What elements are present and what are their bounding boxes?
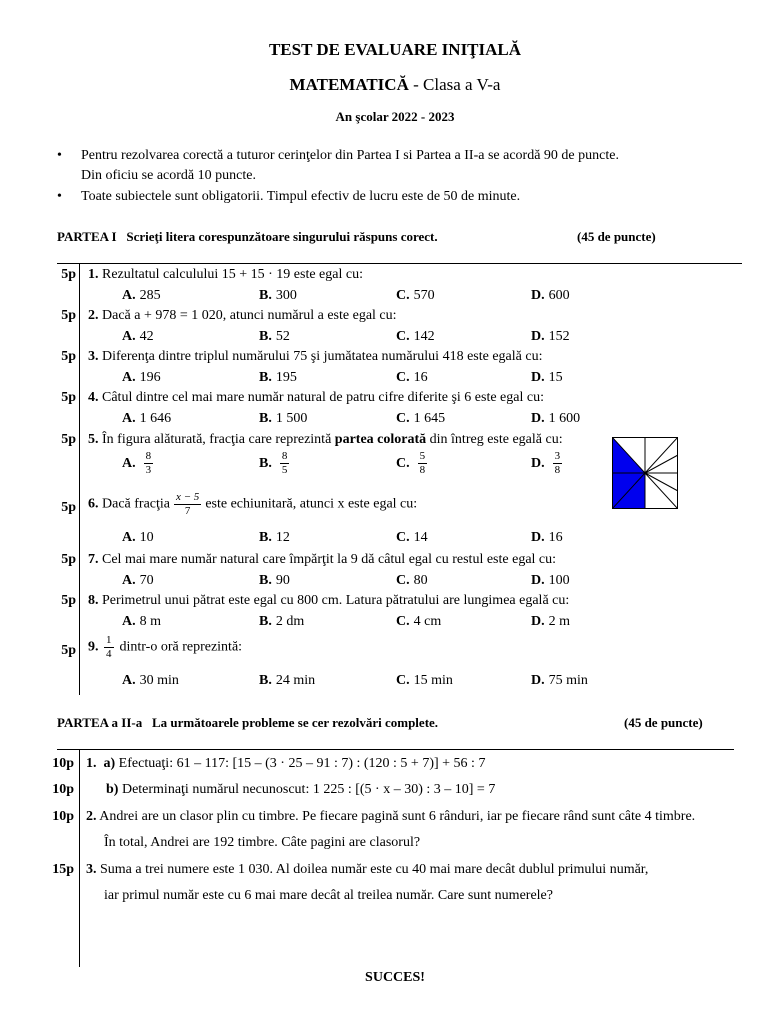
p2-item2 (86, 809, 695, 825)
option-value: 1 646 (139, 411, 172, 426)
option-value: 90 (275, 573, 290, 588)
q2-option-c (396, 329, 435, 345)
part1-margin-line (79, 263, 80, 695)
option-value: 15 (548, 370, 563, 385)
q3-option-a (122, 370, 161, 386)
p2-item1b-text: Determinaţi numărul necunoscut: 1 225 : [(5 · x – 30) : 3 – 10] = 7 (121, 782, 496, 797)
p2-item3-text2: iar primul număr este cu 6 mai mare decât al treilea număr. Care sunt numerele? (104, 888, 553, 903)
q6-option-c (396, 530, 428, 546)
option-value: 570 (413, 288, 435, 303)
q1-option-a (122, 288, 161, 304)
question-text: Dacă a + 978 = 1 020, atunci numărul a este egal cu: (102, 308, 397, 323)
option-value: 1 600 (548, 411, 581, 426)
fraction-denominator: 8 (554, 464, 561, 476)
q2-option-a (122, 329, 154, 345)
option-value: 70 (139, 573, 154, 588)
p2-item3-text: Suma a trei numere este 1 030. Al doilea număr este cu 40 mai mare decât dublul primului număr, (100, 862, 649, 877)
option-value: 2 dm (275, 614, 305, 629)
option-value: 16 (413, 370, 428, 385)
question-number: 8. (88, 593, 99, 608)
option-letter: C. (396, 411, 410, 426)
option-value: 300 (275, 288, 297, 303)
option-value: 12 (275, 530, 290, 545)
q4-option-c (396, 411, 445, 427)
option-letter: D. (531, 370, 545, 385)
p2-item1b-points: 10p (52, 782, 74, 797)
part2-points: (45 de puncte) (624, 715, 703, 730)
q9-option-d (531, 673, 588, 689)
option-letter: D. (531, 673, 545, 688)
p2-item1a-text: Efectuaţi: 61 – 117: [15 – (3 · 25 – 91 : 7) : (120 : 5 + 7)] + 56 : 7 (118, 756, 486, 771)
p2-item1a (86, 756, 485, 772)
option-value: 195 (275, 370, 297, 385)
subject: MATEMATICĂ (289, 75, 409, 94)
p2-item1a-points: 10p (52, 756, 74, 771)
q1-option-b (259, 288, 297, 304)
option-letter: D. (531, 288, 545, 303)
q6-option-d (531, 530, 563, 546)
option-value: 30 min (139, 673, 179, 688)
q9-points: 5p (61, 643, 76, 658)
p2-item1b-sub: b) (106, 782, 119, 797)
question-number: 1. (88, 267, 99, 282)
option-value: 152 (548, 329, 570, 344)
option-value: 16 (548, 530, 563, 545)
option-letter: A. (122, 573, 136, 588)
option-value: 80 (413, 573, 428, 588)
question-text: Cel mai mare număr natural care împărţit la 9 dă câtul egal cu restul este egal cu: (102, 552, 557, 567)
option-letter: A. (122, 614, 136, 629)
question-number: 2. (88, 308, 99, 323)
part2-heading (57, 715, 438, 731)
fraction-denominator: 8 (419, 464, 426, 476)
q2-points: 5p (61, 308, 76, 323)
part1-title: PARTEA I (57, 229, 117, 244)
option-value: 10 (139, 530, 154, 545)
q7-option-b (259, 573, 290, 589)
q5-option-d (531, 450, 562, 477)
question-6 (88, 491, 417, 518)
q5-option-a (122, 450, 153, 477)
instruction-2: Din oficiu se acordă 10 puncte. (81, 168, 256, 183)
option-letter: D. (531, 614, 545, 629)
option-value: 600 (548, 288, 570, 303)
question-text: este echiunitară, atunci x este egal cu: (205, 496, 418, 512)
question-text: Rezultatul calculului 15 + 15 · 19 este egal cu: (102, 267, 363, 282)
part1-instruction: Scrieţi litera corespunzătoare singurului răspuns corect. (126, 229, 438, 244)
option-letter: C. (396, 614, 410, 629)
question-text-bold: partea colorată (334, 432, 427, 447)
option-letter: B. (259, 614, 272, 629)
fraction-numerator: 8 (281, 450, 288, 462)
question-1 (88, 267, 363, 283)
q3-points: 5p (61, 349, 76, 364)
instruction-1: Pentru rezolvarea corectă a tuturor cerinţelor din Partea I si Partea a II-a se acordă 90 de puncte. (81, 148, 619, 163)
question-text: din întreg este egală cu: (426, 432, 563, 447)
fraction-denominator: 4 (106, 648, 112, 660)
class-label: - Clasa a V-a (408, 75, 501, 94)
option-value: 142 (413, 329, 435, 344)
q8-option-b (259, 614, 304, 630)
p2-item1a-sub: a) (103, 756, 116, 771)
instruction-3: Toate subiectele sunt obligatorii. Timpul efectiv de lucru este de 50 de minute. (81, 189, 521, 204)
option-letter: B. (259, 455, 272, 471)
question-number: 7. (88, 552, 99, 567)
question-2 (88, 308, 397, 324)
fraction-numerator: x − 5 (176, 491, 200, 503)
q8-option-a (122, 614, 161, 630)
q5-option-c (396, 450, 427, 477)
q6-option-a (122, 530, 154, 546)
option-letter: A. (122, 530, 136, 545)
part2-margin-line (79, 749, 80, 967)
fraction-denominator: 3 (145, 464, 152, 476)
option-letter: B. (259, 288, 272, 303)
q4-option-b (259, 411, 307, 427)
q9-option-a (122, 673, 179, 689)
option-value: 4 cm (413, 614, 442, 629)
option-letter: A. (122, 370, 136, 385)
option-letter: B. (259, 329, 272, 344)
option-letter: A. (122, 329, 136, 344)
q7-option-a (122, 573, 154, 589)
q7-option-d (531, 573, 570, 589)
option-value: 100 (548, 573, 570, 588)
option-letter: D. (531, 329, 545, 344)
option-value: 15 min (413, 673, 453, 688)
p2-item1b (106, 782, 495, 798)
part2-instruction: La următoarele probleme se cer rezolvări complete. (152, 715, 439, 730)
option-value: 285 (139, 288, 161, 303)
question-5 (88, 432, 563, 448)
option-letter: C. (396, 370, 410, 385)
q9-option-c (396, 673, 453, 689)
option-value: 24 min (275, 673, 316, 688)
q3-option-c (396, 370, 428, 386)
subject-line (0, 75, 768, 95)
q2-option-d (531, 329, 570, 345)
q9-option-b (259, 673, 315, 689)
p2-item2-text: Andrei are un clasor plin cu timbre. Pe fiecare pagină sunt 6 rânduri, iar pe fiecare rând sunt câte 4 timbre. (99, 809, 696, 824)
fraction-figure (612, 437, 678, 509)
q6-points: 5p (61, 500, 76, 515)
question-9 (88, 634, 242, 661)
q7-option-c (396, 573, 428, 589)
option-letter: D. (531, 455, 545, 471)
option-letter: C. (396, 288, 410, 303)
option-letter: C. (396, 329, 410, 344)
option-letter: D. (531, 530, 545, 545)
question-number: 4. (88, 390, 99, 405)
question-7 (88, 552, 556, 568)
q5-points: 5p (61, 432, 76, 447)
option-letter: B. (259, 530, 272, 545)
p2-item3 (86, 862, 648, 878)
question-8 (88, 593, 569, 609)
q4-option-a (122, 411, 171, 427)
school-year: An şcolar 2022 - 2023 (335, 109, 455, 124)
p2-item3-num: 3. (86, 862, 97, 877)
q8-option-d (531, 614, 570, 630)
option-value: 1 645 (413, 411, 446, 426)
question-3 (88, 349, 542, 365)
p2-item1a-num: 1. (86, 756, 97, 771)
fraction-denominator: 7 (184, 505, 191, 517)
question-number: 6. (88, 496, 99, 512)
fraction-numerator: 3 (554, 450, 561, 462)
part2-title: PARTEA a II-a (57, 715, 143, 730)
option-value: 1 500 (275, 411, 308, 426)
fraction-numerator: 5 (419, 450, 426, 462)
question-number: 9. (88, 639, 99, 655)
question-number: 5. (88, 432, 99, 447)
part1-points: (45 de puncte) (577, 229, 656, 244)
p2-item3-points: 15p (52, 862, 74, 877)
question-text: dintr-o oră reprezintă: (119, 639, 243, 655)
question-4 (88, 390, 544, 406)
fraction-numerator: 8 (145, 450, 152, 462)
option-letter: A. (122, 288, 136, 303)
fraction-numerator: 1 (106, 634, 112, 646)
option-letter: A. (122, 673, 136, 688)
option-value: 196 (139, 370, 161, 385)
option-value: 8 m (139, 614, 162, 629)
part1-heading (57, 229, 438, 245)
option-value: 14 (413, 530, 428, 545)
option-letter: C. (396, 573, 410, 588)
option-letter: B. (259, 673, 272, 688)
p2-item2-num: 2. (86, 809, 97, 824)
option-letter: A. (122, 455, 136, 471)
q8-option-c (396, 614, 441, 630)
option-letter: B. (259, 411, 272, 426)
p2-item2-text2: În total, Andrei are 192 timbre. Câte pagini are clasorul? (104, 835, 421, 850)
option-letter: C. (396, 455, 410, 471)
question-text: Dacă fracţia (102, 496, 170, 512)
q2-option-b (259, 329, 290, 345)
q7-points: 5p (61, 552, 76, 567)
option-letter: D. (531, 411, 545, 426)
option-value: 75 min (548, 673, 588, 688)
q5-option-b (259, 450, 289, 477)
q8-points: 5p (61, 593, 76, 608)
question-text: Diferenţa dintre triplul numărului 75 şi jumătatea numărului 418 este egală cu: (102, 349, 543, 364)
p2-item2-points: 10p (52, 809, 74, 824)
option-value: 42 (139, 329, 154, 344)
option-letter: B. (259, 573, 272, 588)
part1-rule (57, 263, 742, 264)
part2-rule (57, 749, 734, 750)
q1-points: 5p (61, 267, 76, 282)
option-letter: A. (122, 411, 136, 426)
option-letter: B. (259, 370, 272, 385)
q1-option-c (396, 288, 435, 304)
fraction-denominator: 5 (281, 464, 288, 476)
q3-option-d (531, 370, 563, 386)
option-letter: D. (531, 573, 545, 588)
footer-success: SUCCES! (365, 970, 425, 985)
option-value: 2 m (548, 614, 571, 629)
question-text: Câtul dintre cel mai mare număr natural de patru cifre diferite şi 6 este egal cu: (102, 390, 544, 405)
q4-points: 5p (61, 390, 76, 405)
q3-option-b (259, 370, 297, 386)
question-text: Perimetrul unui pătrat este egal cu 800 cm. Latura pătratului are lungimea egală cu: (102, 593, 570, 608)
q6-option-b (259, 530, 290, 546)
option-value: 52 (275, 329, 290, 344)
q4-option-d (531, 411, 580, 427)
q1-option-d (531, 288, 570, 304)
option-letter: C. (396, 673, 410, 688)
test-title: TEST DE EVALUARE INIŢIALĂ (268, 40, 522, 59)
option-letter: C. (396, 530, 410, 545)
question-number: 3. (88, 349, 99, 364)
question-text: În figura alăturată, fracţia care reprezintă (102, 432, 335, 447)
